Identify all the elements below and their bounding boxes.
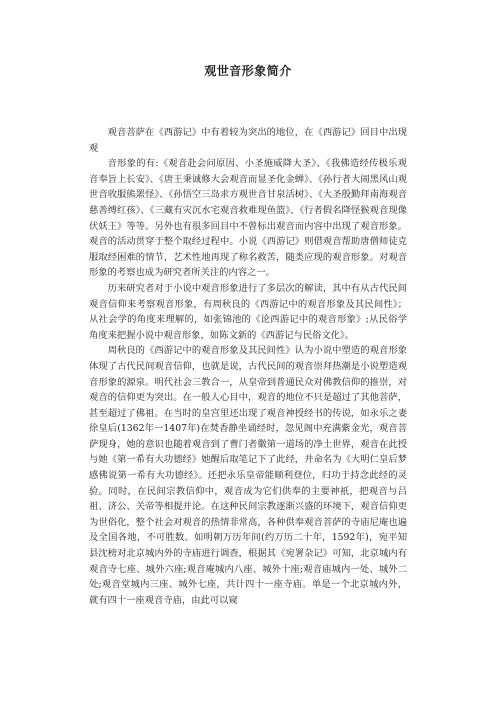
paragraph-3: 历来研究者对于小说中观音形象进行了多层次的解读，其中有从古代民间观音信仰来考察观音形象，有周秋良的《西游记中的观音形象及其民间性》；从社会学的角度来理解的，如张锦池的《论西游记中的观音形象》;从民俗学角度来把握小说中观音形象，如陈文新的《西游记与民俗文化》。 bbox=[89, 282, 407, 341]
paragraph-1: 观音菩萨在《西游记》中有着较为突出的地位，在《西游记》回目中出现观 bbox=[89, 127, 407, 154]
paragraph-2: 音形象的有:《观音赴会问原因、小圣施威降大圣》、《我佛造经传极乐观音奉旨上长安》、《唐王秉诚修大会观音而显圣化金蝉》、《孙行者大闹黑风山观世音收服熊罴怪》、《孙悟空三岛求方观世音甘泉活树》、《大圣殷勤拜南海观音慈善缚红孩》、《三藏有灾沉水宅观音救难现鱼篮》、《行者假名降怪猴观音现像伏妖王》等等。另外也有很多回目中不曾标出观音而内容中出现了观音形象。观音的活动贯穿于整个取经过程中。小说《西游记》则借观音帮助唐僧师徒克服取经困难的情节，艺术性地再现了称名救苦，随类应现的观音形象。对观音形象的考察也成为研究者所关注的内容之一。 bbox=[89, 158, 407, 279]
document-body bbox=[89, 125, 407, 608]
paragraph-4: 周秋良的《西游记中的观音形象及其民间性》认为小说中塑造的观音形象体现了古代民间观音信仰，也就是说，古代民间的观音崇拜热潮是小说塑造观音形象的源泉。明代社会三教合一，从皇帝到普通民众对佛教信仰的推崇，对观音的信仰更为突出。在一般人心目中，观音的地位不只是超过了其他菩萨，甚至超过了佛祖。在当时的皇宫里还出现了观音神授经书的传说，如永乐之妻徐皇后(1362年一1407年)在焚香静坐诵经时，忽见阁中充满紫金光，观音菩萨现身，她的意识也随着观音到了曹门者幑第一道场的净土世界，观音在此授与她《第一希有大功德经》她醒后取笔记下了此经，并命名为《大明仁皇后梦感佛说第一希有大功德经》。还把永乐皇帝能顺利登位，归功于持念此经的灵验。同时，在民间宗教信仰中，观音成为它们供奉的主要神祇，把观音与吕祖、济公、关帝等相提并论。在这种民间宗教逐渐兴盛的环境下，观音信仰更为世俗化，整个社会对观音的热情非常高，各种供奉观音菩萨的寺庙尼庵也遍及全国各地，不可胜数。如明朝万历年间(约万历二十年，1592年)，宛平知县沈榜对北京城内外的寺庙进行调查，根据其《宛署杂记》可知，北京城内有观音寺七座、城外六座;观音庵城内八座、城外十座;观音庙城内一处、城外二处;观音堂城内三座、城外七座，共计四十一座寺庙。单是一个北京城内外，就有四十一座观音寺庙，由此可以窥 bbox=[89, 345, 407, 606]
page-title: 观世音形象简介 bbox=[204, 64, 292, 78]
